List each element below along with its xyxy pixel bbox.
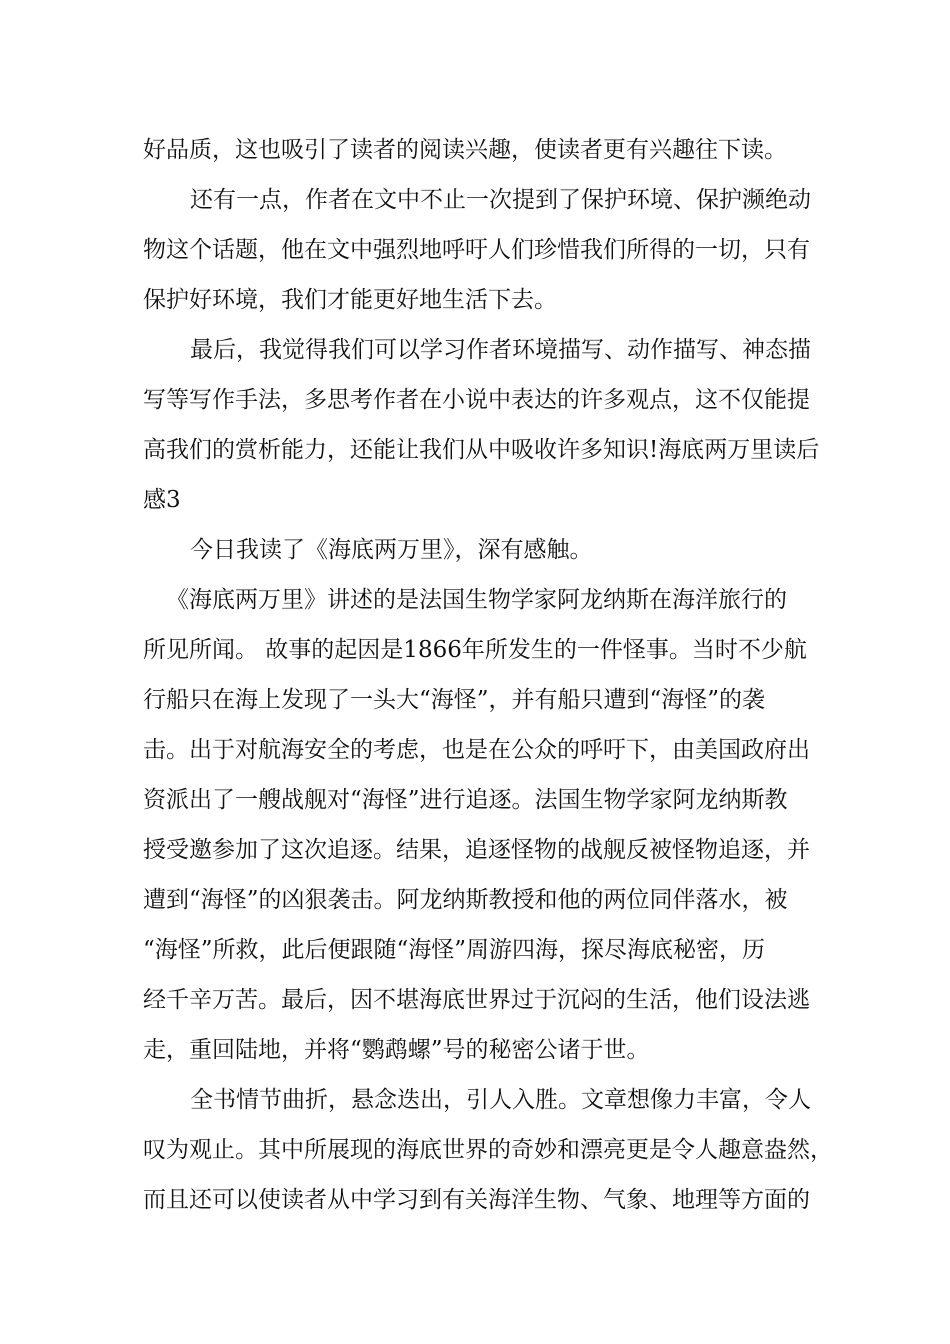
text-line: 所见所闻。 故事的起因是1866年所发生的一件怪事。当时不少航 xyxy=(143,637,807,663)
text-line: 高我们的赏析能力，还能让我们从中吸收许多知识!海底两万里读后 xyxy=(143,437,820,463)
text-line: 行船只在海上发现了一头大“海怪”，并有船只遭到“海怪”的袭 xyxy=(143,687,766,713)
text-line: 走，重回陆地，并将“鹦鹉螺”号的秘密公诸于世。 xyxy=(143,1037,650,1063)
text-line: “海怪”所救，此后便跟随“海怪”周游四海，探尽海底秘密，历 xyxy=(143,937,766,963)
text-line: 写等写作手法，多思考作者在小说中表达的许多观点，这不仅能提 xyxy=(143,387,810,413)
text-line: 物这个话题，他在文中强烈地呼吁人们珍惜我们所得的一切，只有 xyxy=(143,237,810,263)
text-line: 击。出于对航海安全的考虑，也是在公众的呼吁下，由美国政府出 xyxy=(143,737,810,763)
text-line: 最后，我觉得我们可以学习作者环境描写、动作描写、神态描 xyxy=(190,337,811,363)
text-line: 授受邀参加了这次追逐。结果，追逐怪物的战舰反被怪物追逐，并 xyxy=(143,837,810,863)
text-line: 遭到“海怪”的凶狠袭击。阿龙纳斯教授和他的两位同伴落水，被 xyxy=(143,887,788,913)
text-line: 还有一点，作者在文中不止一次提到了保护环境、保护濒绝动 xyxy=(190,187,811,213)
text-line: 叹为观止。其中所展现的海底世界的奇妙和漂亮更是令人趣意盎然， xyxy=(143,1137,833,1163)
text-line: 保护好环境，我们才能更好地生活下去。 xyxy=(143,287,557,313)
text-line: 全书情节曲折，悬念迭出，引人入胜。文章想像力丰富，令人 xyxy=(190,1087,811,1113)
text-line: 《海底两万里》讲述的是法国生物学家阿龙纳斯在海洋旅行的 xyxy=(166,587,787,613)
text-line: 感3 xyxy=(143,487,181,513)
text-line: 好品质，这也吸引了读者的阅读兴趣，使读者更有兴趣往下读。 xyxy=(143,137,787,163)
text-line: 经千辛万苦。最后，因不堪海底世界过于沉闷的生活，他们设法逃 xyxy=(143,987,810,1013)
text-line: 而且还可以使读者从中学习到有关海洋生物、气象、地理等方面的 xyxy=(143,1187,810,1213)
text-line: 今日我读了《海底两万里》，深有感触。 xyxy=(190,537,593,563)
text-line: 资派出了一艘战舰对“海怪”进行追逐。法国生物学家阿龙纳斯教 xyxy=(143,787,788,813)
